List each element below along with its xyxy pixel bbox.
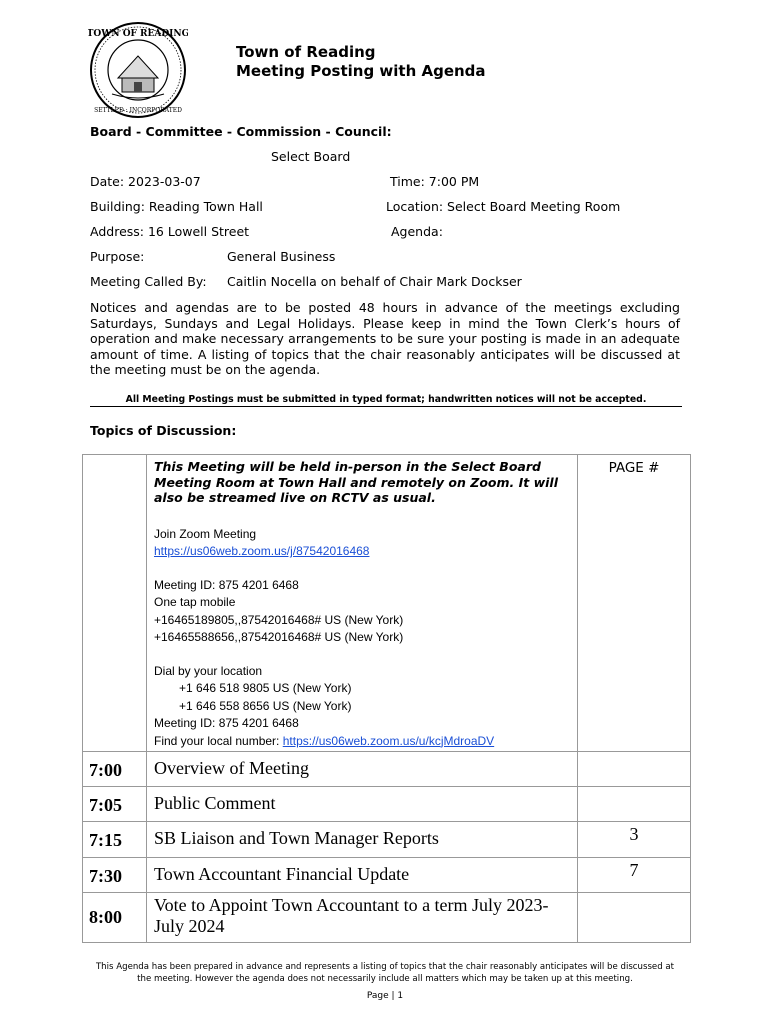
agenda-topic: Overview of Meeting (147, 752, 578, 787)
board-section-heading: Board - Committee - Commission - Council: (90, 124, 392, 139)
agenda-time: 7:05 (83, 787, 147, 822)
agenda-page (578, 752, 691, 787)
document-title (236, 43, 486, 81)
intro-time-cell (83, 455, 147, 752)
agenda-page: 7 (578, 858, 691, 893)
date-field: Date: 2023-03-07 (90, 174, 201, 189)
address-field: Address: 16 Lowell Street (90, 224, 250, 239)
called-by-value: Caitlin Nocella on behalf of Chair Mark Dockser (227, 274, 522, 289)
agenda-time: 8:00 (83, 893, 147, 943)
agenda-page: 3 (578, 822, 691, 858)
topics-heading: Topics of Discussion: (90, 423, 237, 438)
agenda-topic: SB Liaison and Town Manager Reports (147, 822, 578, 858)
join-zoom-label: Join Zoom Meeting (154, 526, 257, 541)
page-number-header: PAGE # (578, 455, 691, 752)
agenda-row (83, 893, 691, 943)
posting-notice: Notices and agendas are to be posted 48 hours in advance of the meetings excluding Saturdays, Sundays and Legal Holidays. Please keep in mind the Town Clerk’s hours of operation and make necessary arrangements to be sure your posting is made in an adequate amount of time. A listing of topics that the chair reasonably anticipates will be discussed at the meeting must be on the agenda. (90, 300, 680, 378)
find-local-link[interactable]: https://us06web.zoom.us/u/kcjMdroaDV (282, 733, 495, 748)
agenda-topic: Town Accountant Financial Update (147, 858, 578, 893)
purpose-value: General Business (227, 249, 336, 264)
find-local-number (154, 733, 571, 751)
time-field: Time: 7:00 PM (390, 174, 480, 189)
zoom-details (154, 526, 571, 751)
tap-number-2: +16465588656,,87542016468# US (New York) (154, 630, 404, 644)
purpose-label: Purpose: (90, 249, 145, 264)
svg-text:TOWN OF READING: TOWN OF READING (88, 29, 188, 39)
agenda-page (578, 893, 691, 943)
agenda-topic: Public Comment (147, 787, 578, 822)
location-field: Location: Select Board Meeting Room (386, 199, 621, 214)
one-tap-label: One tap mobile (154, 595, 236, 609)
svg-text:SETTLED · INCORPORATED: SETTLED · INCORPORATED (94, 107, 182, 114)
agenda-topic: Vote to Appoint Town Accountant to a term July 2023-July 2024 (147, 893, 578, 943)
agenda-row (83, 858, 691, 893)
called-by-label: Meeting Called By: (90, 274, 207, 289)
title-line-1: Town of Reading (236, 43, 376, 61)
meeting-id-2: Meeting ID: 875 4201 6468 (154, 716, 299, 730)
board-name: Select Board (271, 149, 351, 164)
town-seal-logo (88, 20, 188, 120)
dial-label: Dial by your location (154, 663, 263, 678)
footer-note: This Agenda has been prepared in advance and represents a listing of topics that the chair reasonably anticipates will be discussed at the meeting. However the agenda does not necessarily include all matters which may be taken up at this meeting. (95, 962, 675, 984)
agenda-row (83, 822, 691, 858)
agenda-table (82, 454, 691, 943)
intro-statement: This Meeting will be held in-person in the Select Board Meeting Room at Town Hall and remotely on Zoom. It will also be streamed live on RCTV as usual. (154, 459, 558, 505)
building-field: Building: Reading Town Hall (90, 199, 263, 214)
tap-number-1: +16465189805,,87542016468# US (New York) (154, 612, 404, 627)
dial-number-2: +1 646 558 8656 US (New York) (179, 698, 352, 713)
agenda-time: 7:30 (83, 858, 147, 893)
agenda-page (578, 787, 691, 822)
join-zoom-link[interactable]: https://us06web.zoom.us/j/87542016468 (154, 544, 370, 558)
agenda-row (83, 752, 691, 787)
page-number: Page | 1 (366, 991, 404, 1001)
intro-cell (147, 455, 578, 752)
typed-format-notice: All Meeting Postings must be submitted in typed format; handwritten notices will not be accepted. (90, 394, 682, 407)
agenda-field: Agenda: (391, 224, 443, 239)
agenda-intro-row (83, 455, 691, 752)
find-local-label: Find your local number: (154, 733, 280, 748)
agenda-time: 7:15 (83, 822, 147, 858)
agenda-row (83, 787, 691, 822)
meeting-id: Meeting ID: 875 4201 6468 (154, 577, 299, 592)
agenda-time: 7:00 (83, 752, 147, 787)
title-line-2: Meeting Posting with Agenda (236, 62, 486, 80)
dial-number-1: +1 646 518 9805 US (New York) (179, 681, 352, 695)
